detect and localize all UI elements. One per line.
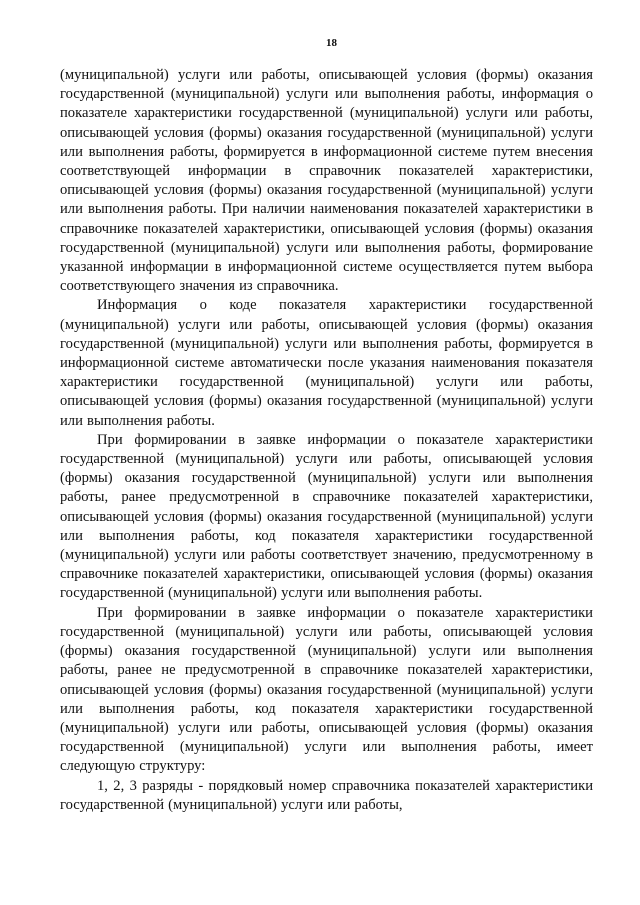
paragraph-code-info: Информация о коде показателя характеристики государственной (муниципальной) услуги или работы, описывающей условия (формы) оказания государственной (муниципальной) услуги или выполнения работы, формируется в информационной системе автоматически после указания наименования показателя характеристики государственной (муниципальной) услуги или работы, описывающей условия (формы) оказания государственной (муниципальной) услуги или выполнения работы. (60, 297, 593, 429)
paragraph-existing-indicator: При формировании в заявке информации о показателе характеристики государственной (муниципальной) услуги или работы, описывающей условия (формы) оказания государственной (муниципальной) услуги или выполнения работы, ранее предусмотренной в справочнике показателей характеристики, описывающей условия (формы) оказания государственной (муниципальной) услуги или выполнения работы, код показателя характеристики государственной (муниципальной) услуги или работы соответствует значению, предусмотренному в справочнике показателей характеристики, описывающей условия (формы) оказания государственной (муниципальной) услуги или выполнения работы. (60, 431, 593, 602)
paragraph-code-structure: 1, 2, 3 разряды - порядковый номер справочника показателей характеристики государственной (муниципальной) услуги или работы, (60, 777, 593, 813)
paragraph-new-indicator: При формировании в заявке информации о показателе характеристики государственной (муниципальной) услуги или работы, описывающей условия (формы) оказания государственной (муниципальной) услуги или выполнения работы, ранее не предусмотренной в справочнике показателей характеристики, описывающей условия (формы) оказания государственной (муниципальной) услуги или выполнения работы, код показателя характеристики государственной (муниципальной) услуги или работы, описывающей условия (формы) оказания государственной (муниципальной) услуги или выполнения работы, имеет следующую структуру: (60, 604, 593, 775)
paragraph-continuation: (муниципальной) услуги или работы, описывающей условия (формы) оказания государственной (муниципальной) услуги или выполнения работы, информация о показателе характеристики государственной (муниципальной) услуги или работы, описывающей условия (формы) оказания государственной (муниципальной) услуги или выполнения работы, формируется в информационной системе путем внесения соответствующей информации в справочник показателей характеристики, описывающей условия (формы) оказания государственной (муниципальной) услуги или выполнения работы. При наличии наименования показателей характеристики в справочнике показателей характеристики, описывающей условия (формы) оказания государственной (муниципальной) услуги или выполнения работы, формирование указанной информации в информационной системе осуществляется путем выбора соответствующего значения из справочника. (60, 67, 593, 295)
page-number: 18 (326, 37, 337, 49)
